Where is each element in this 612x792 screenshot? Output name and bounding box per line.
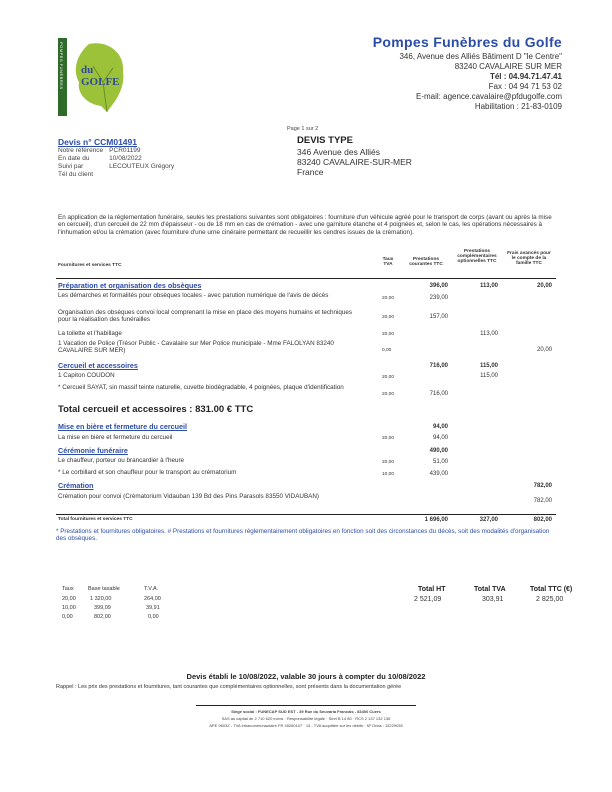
company-logo (58, 38, 129, 116)
recap-cell: 39,91 (146, 605, 160, 611)
section-sum-courantes: 716,00 (429, 363, 448, 369)
company-fax: Fax : 04 94 71 53 02 (488, 82, 562, 91)
total-row-label: Total fournitures et services TTC (58, 517, 133, 522)
total-cercueil: Total cercueil et accessoires : 831.00 € TTC (58, 404, 254, 415)
recap-cell: 802,00 (94, 614, 111, 620)
total-row-frais: 802,00 (533, 517, 552, 523)
logo-side-text: POMPES FUNÈBRES (59, 42, 64, 90)
footer-line1: Siège social : FUNECAP SUD EST - 39 Rue du Seuvaria Francais - 83400 Cuers (231, 709, 381, 714)
company-address (399, 52, 562, 112)
meta-row (58, 163, 180, 171)
table-row-label: Organisation des obsèques convoi local comprenant la mise en place des moyens humains et techniques pour la réalisation des funérailles (58, 309, 353, 324)
meta-label: Notre référence (58, 147, 104, 154)
recap-header-tva: T.V.A. (144, 586, 159, 592)
table-row-optionnelles: 115,00 (480, 373, 498, 379)
meta-value: LECOUTEUX Grégory (109, 163, 175, 170)
meta-label: Tél du client (58, 171, 94, 178)
section-sum-frais: 20,00 (536, 283, 552, 289)
table-row-taux: 20,00 (382, 460, 395, 465)
recap-cell: 0,00 (148, 614, 159, 620)
table-row-label: Le chauffeur, porteur ou brancardier à l'heure (58, 457, 185, 464)
table-row-taux: 20,00 (382, 436, 395, 441)
company-habilitation: Habilitation : 21-83-0109 (474, 102, 562, 111)
client-line: 83240 CAVALAIRE-SUR-MER (297, 157, 412, 167)
table-row-courantes: 239,00 (429, 295, 448, 301)
client-line: France (297, 167, 324, 177)
recap-cell: 399,09 (94, 605, 111, 611)
table-row-taux: 10,00 (382, 472, 395, 477)
company-tel: Tél : 04.94.71.47.41 (489, 72, 562, 81)
table-row-courantes: 51,00 (432, 459, 448, 465)
section-title-cercueil: Cercueil et accessoires (58, 361, 138, 370)
meta-row (58, 155, 180, 163)
section-sum-optionnelles: 113,00 (479, 283, 498, 289)
logo-side-band (58, 38, 67, 116)
footer-line3: APE 9603Z - TVA intracommunautaire FR 45260107 · 13 - TVA acquittée sur les débits · Nº Orias : 13229035 (209, 723, 403, 728)
client-line: 346 Avenue des Alliés (297, 147, 381, 157)
table-row-taux: 20,00 (382, 332, 395, 337)
header-taux: Taux TVA (382, 257, 394, 267)
client-address (297, 147, 412, 177)
total-ht-label: Total HT (418, 586, 446, 593)
section-sum-optionnelles: 115,00 (479, 363, 498, 369)
table-row-taux: 20,00 (382, 296, 395, 301)
intro-paragraph: En application de la réglementation funéraire, seules les prestations suivantes sont obligatoires : fourniture d'un véhicule agréé pour le transport de corps (avant ou après la mise en cercueil), d'un cercueil de 22 mm d'épaisseur - ou de 18 mm en cas de crémation - avec une garniture étanche et 4 poignées et, selon le cas, les opérations nécessaires à l'inhumation et/ou la crémation (avec fourniture d'une urne cinéraire permettant de recueillir les cendres issues de la crémation). (58, 214, 552, 236)
logo-text: du GOLFE (81, 64, 120, 88)
recap-cell: 264,00 (144, 596, 161, 602)
footer-line2: SAS au capital de 2 710 620 euros · Responsabilité légale · Siret B 14 80 · RCS 2 137 132 136 (221, 716, 391, 721)
table-row-courantes: 439,00 (429, 471, 448, 477)
table-row-courantes: 94,00 (432, 435, 448, 441)
meta-value: PCR01199 (109, 147, 141, 154)
table-row-taux: 0,00 (382, 348, 392, 353)
header-courantes: Prestations courantes TTC (409, 257, 443, 267)
company-address-line1: 346, Avenue des Alliés Bâtiment D "le Centre" (399, 52, 562, 61)
total-ht-value: 2 521,09 (414, 596, 442, 603)
table-row-optionnelles: 113,00 (480, 331, 498, 337)
recap-header-taux: Taux (62, 586, 74, 592)
meta-row (58, 171, 180, 179)
header-designation: Fournitures et services TTC (58, 263, 122, 268)
table-row-label: 1 Capiton COUDON (58, 372, 115, 379)
section-sum-frais: 782,00 (533, 483, 552, 489)
table-row-label: * Le corbillard et son chauffeur pour le transport au crématorium (58, 469, 237, 476)
table-row-taux: 20,00 (382, 392, 395, 397)
footer-divider (196, 705, 416, 706)
total-ttc-value: 2 825,00 (536, 596, 564, 603)
price-reminder: Rappel : Les prix des prestations et fournitures, tant courantes que complémentaires optionnelles, sont présents dans la documentation gérée (56, 684, 402, 690)
table-row-taux: 20,00 (382, 315, 395, 320)
table-row-frais: 20,00 (536, 347, 552, 353)
table-row-taux: 20,00 (382, 375, 395, 380)
section-title-preparation: Préparation et organisation des obsèques (58, 281, 202, 290)
table-row-courantes: 157,00 (429, 314, 448, 320)
total-row-optionnelles: 327,00 (479, 517, 498, 523)
section-sum-courantes: 490,00 (429, 448, 448, 454)
meta-label: En date du (58, 155, 90, 162)
devis-meta (58, 147, 180, 179)
table-row-label: Crémation pour convoi (Crématorium Vidauban 139 Bd des Pins Parasols 83550 VIDAUBAN) (58, 493, 319, 500)
table-row-label: La mise en bière et fermeture du cercueil (58, 434, 173, 441)
company-email: E-mail: agence.cavalaire@pfdugolfe.com (416, 92, 562, 101)
table-row-label: Les démarches et formalités pour obsèques locales - avec parution numérique de l'avis de décès (58, 292, 329, 299)
total-ttc-label: Total TTC (€) (530, 586, 573, 593)
page-number: Page 1 sur 2 (287, 126, 319, 132)
section-sum-courantes: 94,00 (432, 424, 448, 430)
recap-cell: 20,00 (62, 596, 76, 602)
table-row-frais: 782,00 (533, 498, 552, 504)
recap-header-base: Base taxable (88, 586, 120, 592)
section-sum-courantes: 396,00 (429, 283, 448, 289)
total-tva-value: 303,91 (482, 596, 504, 603)
devis-type: DEVIS TYPE (297, 135, 353, 146)
obligatory-footnote: * Prestations et fournitures obligatoires. # Prestations et fournitures réglementairement obligatoires en fonction soit des circonstances du décès, soit des modalités d'organisation des obsèques. (56, 528, 550, 543)
header-frais: Frais avancés pour le compte de la famille TTC (507, 251, 551, 266)
total-row-courantes: 1 696,00 (424, 517, 448, 523)
total-tva-label: Total TVA (474, 586, 506, 593)
table-row-label: 1 Vacation de Police (Trésor Public - Cavalaire sur Mer Police municipale - Mme FALOLYAN 83240 CAVALAIRE SUR MER) (58, 340, 334, 355)
section-title-cremation: Crémation (58, 481, 94, 490)
devis-reference: Devis n° CCM01491 (58, 137, 137, 147)
meta-label: Suivi par (58, 163, 84, 170)
recap-cell: 1 320,00 (90, 596, 112, 602)
company-address-line2: 83240 CAVALAIRE SUR MER (454, 62, 562, 71)
section-title-mise-en-biere: Mise en bière et fermeture du cercueil (58, 422, 188, 431)
table-row-label: La toilette et l'habillage (58, 330, 122, 337)
meta-value: 10/08/2022 (109, 155, 142, 162)
table-header-divider (56, 278, 556, 279)
recap-cell: 10,00 (62, 605, 76, 611)
table-row-label: * Cercueil SAYAT, sin massif teinte naturelle, cuvette biodégradable, 4 poignées, plaque d'identification (58, 384, 344, 391)
table-row-courantes: 716,00 (429, 391, 448, 397)
section-title-ceremonie: Cérémonie funéraire (58, 446, 128, 455)
total-divider (56, 514, 556, 515)
company-name: Pompes Funèbres du Golfe (372, 34, 562, 50)
devis-validity: Devis établi le 10/08/2022, valable 30 jours à compter du 10/08/2022 (186, 672, 426, 681)
meta-value (109, 171, 180, 179)
header-optionnelles: Prestations complémentaires optionnelles TTC (457, 249, 497, 264)
meta-row (58, 147, 180, 155)
recap-cell: 0,00 (62, 614, 73, 620)
